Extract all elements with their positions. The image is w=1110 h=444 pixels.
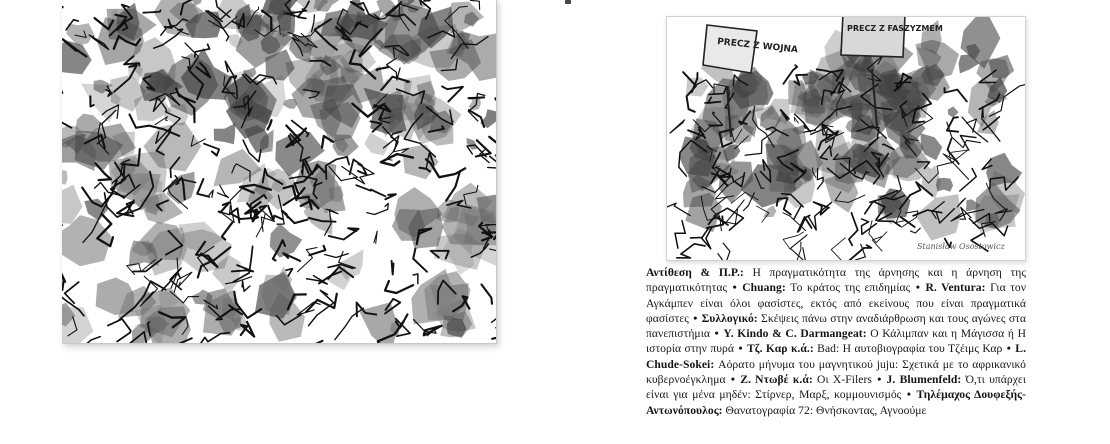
ink-line xyxy=(910,228,920,233)
ink-line xyxy=(283,253,300,261)
ink-line xyxy=(718,243,730,260)
protest-drawing xyxy=(666,16,1026,261)
entry-separator: • xyxy=(730,373,735,387)
ink-line xyxy=(945,88,967,101)
entry-separator: • xyxy=(738,342,743,356)
ink-line xyxy=(219,203,230,213)
entry-separator: • xyxy=(915,281,920,295)
entry-separator: • xyxy=(877,373,882,387)
ink-wash-shape xyxy=(881,188,911,218)
ink-wash-shape xyxy=(62,306,94,343)
ink-line xyxy=(670,120,685,133)
entry-author: Αντίθεση & Π.Ρ.: xyxy=(646,266,744,279)
entry-author: Τηλέμαχος Δουφεξής-Αντωνόπουλος: xyxy=(646,388,1026,417)
ink-line xyxy=(385,281,413,293)
ink-line xyxy=(831,238,845,260)
entry-separator: • xyxy=(732,281,737,295)
ink-line xyxy=(392,261,394,275)
entry-title: Το κράτος της επιδημίας xyxy=(790,281,911,295)
ink-line xyxy=(489,137,496,154)
ink-line xyxy=(967,119,977,132)
ink-line xyxy=(442,86,463,101)
ink-line xyxy=(242,281,250,291)
entry-separator: • xyxy=(906,388,911,402)
ink-line xyxy=(329,228,359,239)
entry-separator: • xyxy=(693,311,698,325)
entry-title: Οι X-Filers xyxy=(817,373,872,387)
ink-wash-shape xyxy=(364,133,390,156)
ink-line xyxy=(814,202,829,215)
entry-author: J. Blumenfeld: xyxy=(886,373,962,387)
ink-line xyxy=(413,249,427,272)
ink-line xyxy=(204,144,219,156)
ink-line xyxy=(848,245,872,260)
entry-author: Y. Kindo & C. Darmangeat: xyxy=(723,327,867,341)
entry-author: R. Ventura: xyxy=(925,281,986,295)
ink-wash-shape xyxy=(62,170,68,184)
ink-line xyxy=(492,335,496,339)
ink-line xyxy=(335,308,364,340)
ink-line xyxy=(482,285,493,304)
ink-line xyxy=(947,122,981,148)
placard-right-text: PRECZ Z FASZYZMEM xyxy=(847,24,943,33)
ink-line xyxy=(62,273,65,290)
entry-author: Τζ. Καρ κ.ά.: xyxy=(746,342,814,356)
ink-wash-shape xyxy=(948,106,959,117)
ink-line xyxy=(197,179,209,197)
ink-line xyxy=(311,341,323,343)
ink-line xyxy=(469,110,484,127)
ink-line xyxy=(943,154,969,180)
ink-line xyxy=(385,194,395,199)
ink-line xyxy=(62,5,63,8)
ink-line xyxy=(901,217,915,227)
ink-line xyxy=(222,223,232,240)
ink-line xyxy=(374,231,377,243)
ink-line xyxy=(306,294,337,312)
ink-wash-shape xyxy=(214,123,236,144)
ink-line xyxy=(948,148,968,163)
ink-line xyxy=(217,185,228,197)
stray-ink-mark xyxy=(565,0,571,4)
ink-line xyxy=(675,221,685,248)
ink-line xyxy=(677,244,705,258)
ink-line xyxy=(309,290,334,325)
entry-author: Συλλογικό: xyxy=(701,311,758,325)
crowd-drawing-artwork xyxy=(62,0,496,343)
ink-line xyxy=(108,319,131,342)
entry-title: Για τον Αγκάμπεν είναι όλοι φασίστες, εκτός από εκείνους που είναι πραγματικά φασίστες xyxy=(646,281,1027,325)
ink-line xyxy=(325,254,349,258)
entry-title: Bad: Η αυτοβιογραφία του Τζέιμς Καρ xyxy=(817,342,1003,356)
ink-line xyxy=(413,274,418,284)
ink-wash-shape xyxy=(936,178,953,192)
entry-title: Θανατογραφία 72: Θνήσκοντας, Αγνοούμε xyxy=(725,403,927,417)
entry-title: Ό,τι υπάρχει είναι για μένα μηδέν: Στίρνερ, Μαρξ, κομμουνισμός xyxy=(646,373,1027,402)
ink-line xyxy=(367,203,389,214)
entry-title: Ο Κάλιμπαν και η Μάγισσα ή Η ιστορία στην πυρά xyxy=(646,327,1027,356)
placard-left-text-1: PRECZ Z WOJNA xyxy=(716,37,799,56)
ink-line xyxy=(869,221,887,243)
ink-line xyxy=(282,211,308,224)
protest-drawing-artwork xyxy=(667,17,1025,260)
ink-line xyxy=(298,248,318,272)
entry-title: Η πραγματικότητα της άρνησης και η άρνηση της πραγματικότητας xyxy=(646,266,1027,295)
entry-title: Αόρατο μήνυμα του μαγνητικού juju: Σχετικά με το αφρικανικό κυβερνοέγκλημα xyxy=(646,357,1026,387)
entry-author: Chuang: xyxy=(742,281,786,295)
ink-wash-shape xyxy=(270,223,303,257)
ink-line xyxy=(356,185,385,196)
ink-line xyxy=(85,337,101,343)
ink-line xyxy=(790,235,807,260)
entry-title: Σκέψεις πάνω στην αναδιάρθρωση και τους αγώνες στα πανεπιστήμια xyxy=(646,311,1026,341)
entry-author: L. Chude-Sokei: xyxy=(646,342,1027,371)
publication-list xyxy=(646,265,1026,418)
ink-line xyxy=(492,310,496,328)
ink-line xyxy=(849,213,858,246)
entry-author: Ζ. Ντωβέ κ.ά: xyxy=(740,373,813,387)
ink-line xyxy=(947,117,958,132)
ink-line xyxy=(65,282,79,303)
entry-separator: • xyxy=(1006,342,1011,356)
artist-signature: Stanisław Osostowicz xyxy=(917,242,1005,251)
entry-separator: • xyxy=(714,327,719,341)
crowd-drawing xyxy=(62,0,497,344)
ink-line xyxy=(496,99,497,107)
ink-wash-shape xyxy=(62,40,92,74)
